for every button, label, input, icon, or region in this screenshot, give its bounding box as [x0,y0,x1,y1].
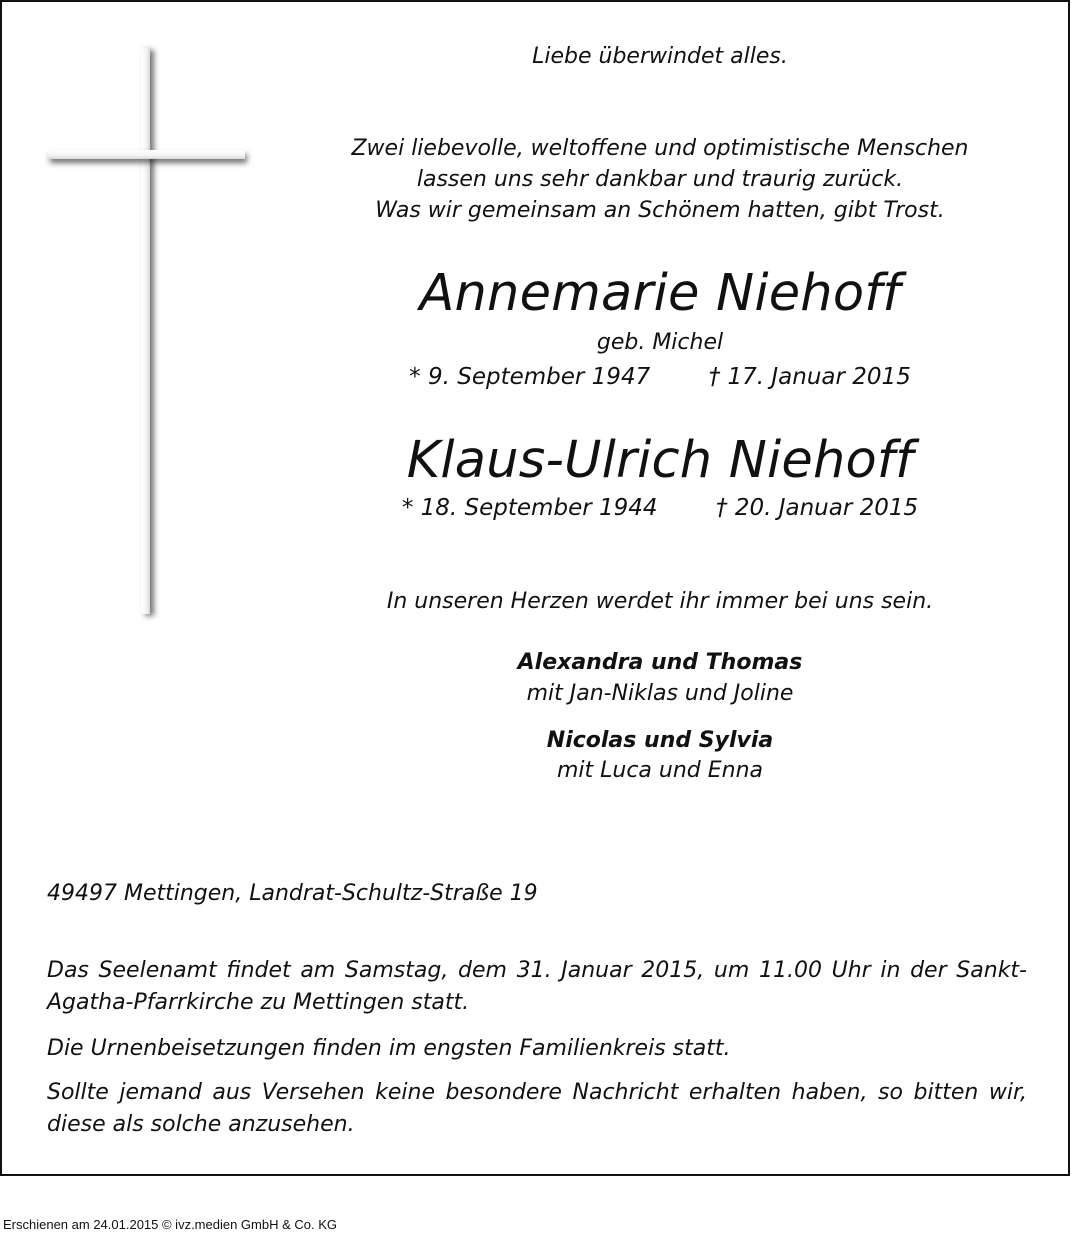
cross-icon-crossbar [48,150,245,159]
family-1-children: mit Jan-Niklas und Joline [526,681,794,706]
address: 49497 Mettingen, Landrat-Schultz-Straße 19 [47,881,538,906]
person2-dates: * 18. September 1944 † 20. Januar 2015 [401,495,919,521]
family-2-children: mit Luca und Enna [556,758,764,783]
notification-note: Sollte jemand aus Versehen keine besondere Nachricht erhalten haben, so bitten wir, diese als solche anzusehen. [47,1080,1027,1137]
service-info: Das Seelenamt findet am Samstag, dem 31. Januar 2015, um 11.00 Uhr in der Sankt-Agatha-Pfarrkirche zu Mettingen statt. [47,958,1027,1015]
publication-footer: Erschienen am 24.01.2015 © ivz.medien GmbH & Co. KG [3,1217,338,1232]
intro-line-3: Was wir gemeinsam an Schönem hatten, gibt Trost. [375,198,945,223]
person1-dates: * 9. September 1947 † 17. Januar 2015 [409,364,911,390]
cross-icon [141,48,150,614]
intro-line-2: lassen uns sehr dankbar und traurig zurück. [416,167,904,192]
motto: Liebe überwindet alles. [532,44,788,69]
family-1-names: Alexandra und Thomas [517,650,803,675]
person1-name: Annemarie Niehoff [419,264,901,323]
family-2-names: Nicolas und Sylvia [546,728,774,753]
intro-line-1: Zwei liebevolle, weltoffene und optimistische Menschen [351,136,969,161]
closing-line: In unseren Herzen werdet ihr immer bei uns sein. [386,589,934,614]
person2-name: Klaus-Ulrich Niehoff [406,431,914,490]
person1-maiden-name: geb. Michel [596,330,724,355]
urn-burial-info: Die Urnenbeisetzungen finden im engsten Familienkreis statt. [47,1036,731,1061]
